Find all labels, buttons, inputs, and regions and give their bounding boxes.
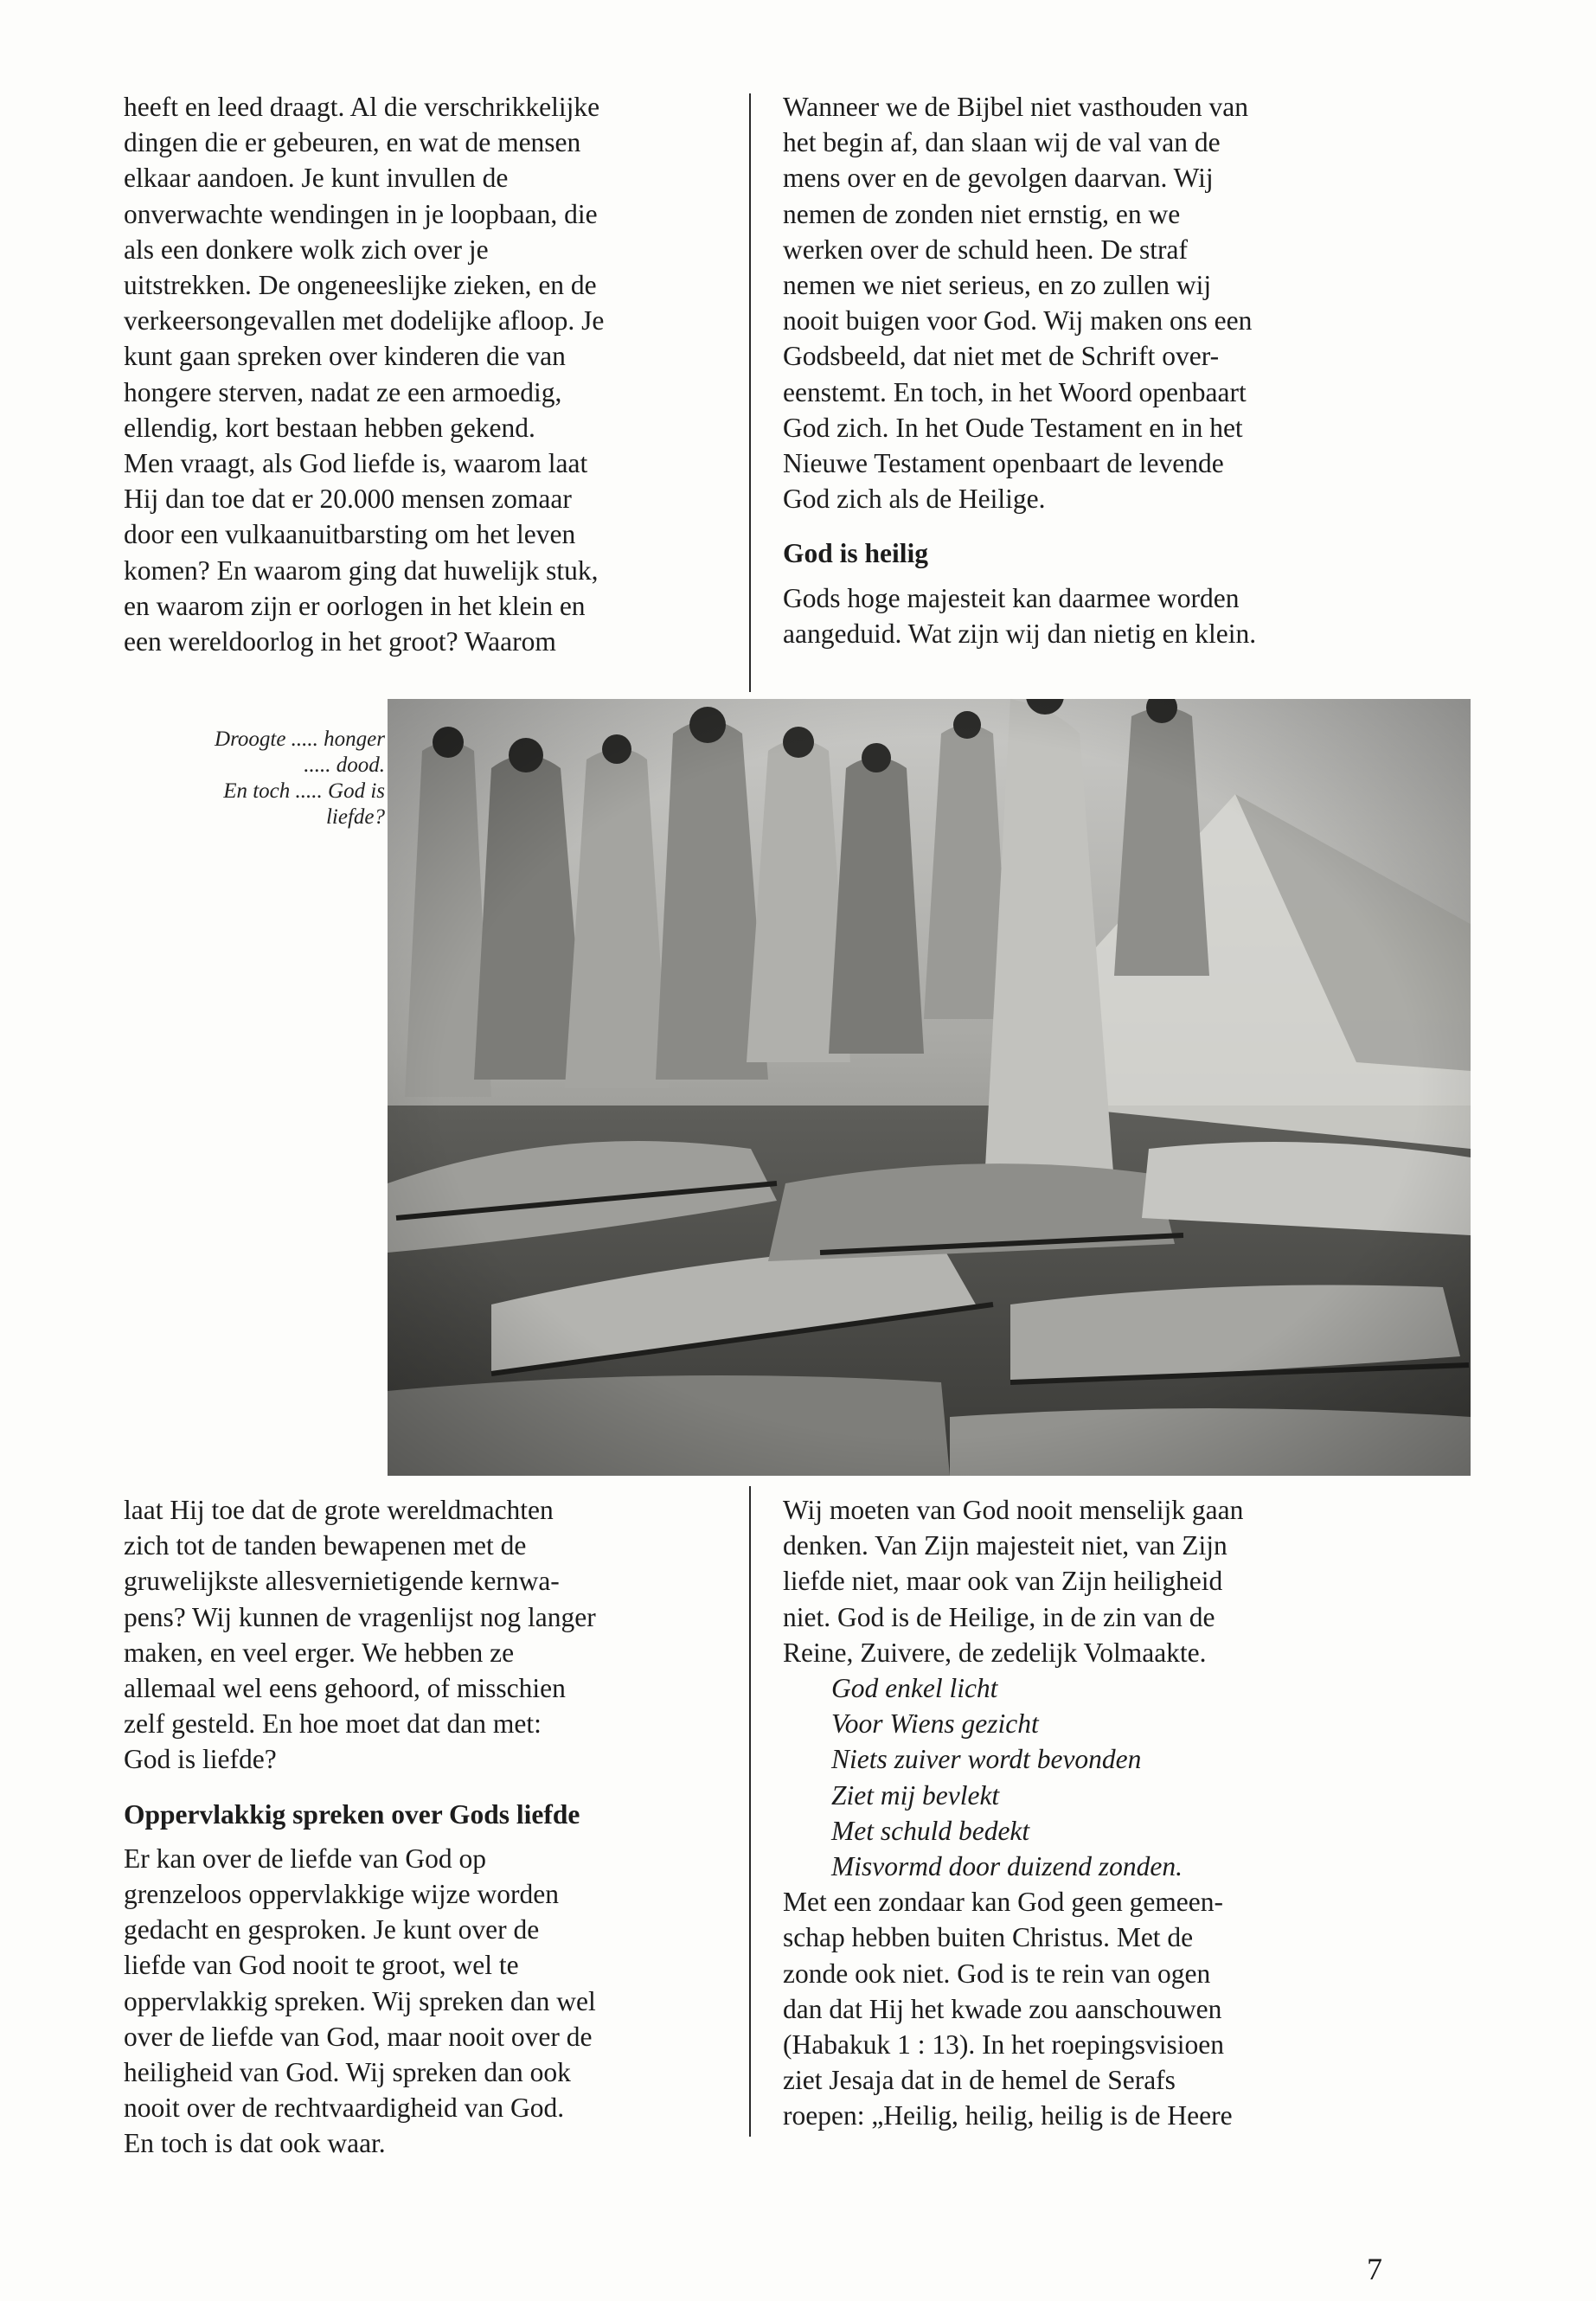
poem bbox=[783, 1670, 1406, 1884]
text-line: schap hebben buiten Christus. Met de bbox=[783, 1922, 1194, 1953]
top-left-column bbox=[124, 89, 721, 659]
top-right-paragraph-2 bbox=[783, 580, 1406, 651]
text-line: liefde niet, maar ook van Zijn heiligheid bbox=[783, 1566, 1223, 1597]
section-heading-god-is-heilig: God is heilig bbox=[783, 538, 929, 569]
text-line: allemaal wel eens gehoord, of misschien bbox=[124, 1673, 566, 1704]
section-heading-oppervlakkig: Oppervlakkig spreken over Gods liefde bbox=[124, 1798, 580, 1830]
top-right-column bbox=[783, 89, 1406, 651]
text-line: denken. Van Zijn majesteit niet, van Zijn bbox=[783, 1530, 1227, 1561]
text-line: het begin af, dan slaan wij de val van de bbox=[783, 127, 1221, 158]
poem-line: Niets zuiver wordt bevonden bbox=[831, 1744, 1142, 1775]
photo-caption bbox=[130, 727, 385, 830]
text-line: Wij moeten van God nooit menselijk gaan bbox=[783, 1495, 1244, 1525]
text-line: God zich als de Heilige. bbox=[783, 484, 1046, 515]
caption-line: liefde? bbox=[325, 805, 385, 829]
text-line: laat Hij toe dat de grote wereldmachten bbox=[124, 1495, 554, 1525]
bottom-left-column bbox=[124, 1492, 747, 2162]
text-line: Met een zondaar kan God geen gemeen- bbox=[783, 1887, 1224, 1918]
text-line: roepen: „Heilig, heilig, heilig is de Heere bbox=[783, 2100, 1233, 2131]
top-right-paragraph bbox=[783, 89, 1406, 516]
text-line: aangeduid. Wat zijn wij dan nietig en klein. bbox=[783, 618, 1257, 649]
text-line: onverwachte wendingen in je loopbaan, die bbox=[124, 198, 598, 229]
text-line: over de liefde van God, maar nooit over de bbox=[124, 2021, 593, 2052]
text-line: en waarom zijn er oorlogen in het klein en bbox=[124, 590, 586, 621]
text-line: werken over de schuld heen. De straf bbox=[783, 234, 1188, 265]
text-line: (Habakuk 1 : 13). In het roepingsvisioen bbox=[783, 2029, 1225, 2061]
text-line: uitstrekken. De ongeneeslijke zieken, en de bbox=[124, 270, 597, 301]
text-line: ellendig, kort bestaan hebben gekend. bbox=[124, 412, 535, 443]
poem-line: Voor Wiens gezicht bbox=[831, 1708, 1039, 1740]
text-line: mens over en de gevolgen daarvan. Wij bbox=[783, 163, 1214, 194]
text-line: verkeersongevallen met dodelijke afloop. Je bbox=[124, 305, 605, 336]
text-line: elkaar aandoen. Je kunt invullen de bbox=[124, 163, 509, 194]
famine-photograph bbox=[388, 699, 1471, 1476]
text-line: door een vulkaanuitbarsting om het leven bbox=[124, 519, 576, 550]
text-line: dan dat Hij het kwade zou aanschouwen bbox=[783, 1993, 1222, 2024]
text-line: Wanneer we de Bijbel niet vasthouden van bbox=[783, 92, 1249, 122]
caption-line: En toch ..... God is bbox=[223, 779, 385, 803]
text-line: nooit over de rechtvaardigheid van God. bbox=[124, 2093, 565, 2124]
bottom-left-paragraph bbox=[124, 1492, 747, 1778]
text-line: heiligheid van God. Wij spreken dan ook bbox=[124, 2057, 571, 2088]
text-line: eenstemt. En toch, in het Woord openbaart bbox=[783, 376, 1247, 407]
text-line: Hij dan toe dat er 20.000 mensen zomaar bbox=[124, 484, 572, 515]
text-line: zonde ook niet. God is te rein van ogen bbox=[783, 1958, 1211, 1989]
text-line: God zich. In het Oude Testament en in het bbox=[783, 412, 1243, 443]
photo-vignette bbox=[388, 699, 1471, 1476]
text-line: nooit buigen voor God. Wij maken ons een bbox=[783, 305, 1253, 336]
bottom-right-paragraph-2 bbox=[783, 1884, 1406, 2133]
text-line: nemen de zonden niet ernstig, en we bbox=[783, 198, 1181, 229]
poem-line: God enkel licht bbox=[831, 1673, 998, 1704]
page-number: 7 bbox=[1367, 2252, 1382, 2286]
text-line: Nieuwe Testament openbaart de levende bbox=[783, 448, 1224, 479]
text-line: liefde van God nooit te groot, wel te bbox=[124, 1950, 519, 1981]
caption-line: Droogte ..... honger bbox=[215, 727, 385, 751]
poem-line: Met schuld bedekt bbox=[831, 1815, 1030, 1846]
column-divider-bottom bbox=[749, 1486, 751, 2137]
text-line: pens? Wij kunnen de vragenlijst nog langer bbox=[124, 1601, 596, 1632]
poem-line: Ziet mij bevlekt bbox=[831, 1779, 1000, 1811]
text-line: maken, en veel erger. We hebben ze bbox=[124, 1637, 515, 1668]
text-line: gedacht en gesproken. Je kunt over de bbox=[124, 1914, 540, 1945]
text-line: zich tot de tanden bewapenen met de bbox=[124, 1530, 527, 1561]
text-line: Gods hoge majesteit kan daarmee worden bbox=[783, 582, 1240, 613]
text-line: nemen we niet serieus, en zo zullen wij bbox=[783, 270, 1212, 301]
text-line: zelf gesteld. En hoe moet dat dan met: bbox=[124, 1708, 542, 1740]
text-line: grenzeloos oppervlakkige wijze worden bbox=[124, 1879, 559, 1910]
text-line: komen? En waarom ging dat huwelijk stuk, bbox=[124, 554, 599, 586]
poem-line: Misvormd door duizend zonden. bbox=[831, 1851, 1183, 1882]
text-line: gruwelijkste allesvernietigende kernwa- bbox=[124, 1566, 560, 1597]
text-line: God is liefde? bbox=[124, 1744, 277, 1775]
top-left-paragraph bbox=[124, 89, 721, 659]
text-line: Godsbeeld, dat niet met de Schrift over- bbox=[783, 341, 1220, 372]
bottom-right-paragraph bbox=[783, 1492, 1406, 1670]
text-line: Er kan over de liefde van God op bbox=[124, 1843, 486, 1874]
text-line: Men vraagt, als God liefde is, waarom laat bbox=[124, 448, 588, 479]
caption-line: ..... dood. bbox=[304, 753, 385, 777]
text-line: kunt gaan spreken over kinderen die van bbox=[124, 341, 566, 372]
text-line: hongere sterven, nadat ze een armoedig, bbox=[124, 376, 562, 407]
text-line: oppervlakkig spreken. Wij spreken dan wel bbox=[124, 1985, 596, 2016]
bottom-right-column bbox=[783, 1492, 1406, 2134]
text-line: ziet Jesaja dat in de hemel de Serafs bbox=[783, 2065, 1176, 2096]
text-line: een wereldoorlog in het groot? Waarom bbox=[124, 626, 556, 657]
column-divider-top bbox=[749, 93, 751, 692]
text-line: En toch is dat ook waar. bbox=[124, 2128, 386, 2159]
text-line: dingen die er gebeuren, en wat de mensen bbox=[124, 127, 581, 158]
text-line: Reine, Zuivere, de zedelijk Volmaakte. bbox=[783, 1637, 1207, 1668]
bottom-left-paragraph-2 bbox=[124, 1841, 747, 2162]
text-line: niet. God is de Heilige, in de zin van de bbox=[783, 1601, 1215, 1632]
text-line: heeft en leed draagt. Al die verschrikkelijke bbox=[124, 92, 600, 122]
text-line: als een donkere wolk zich over je bbox=[124, 234, 489, 265]
